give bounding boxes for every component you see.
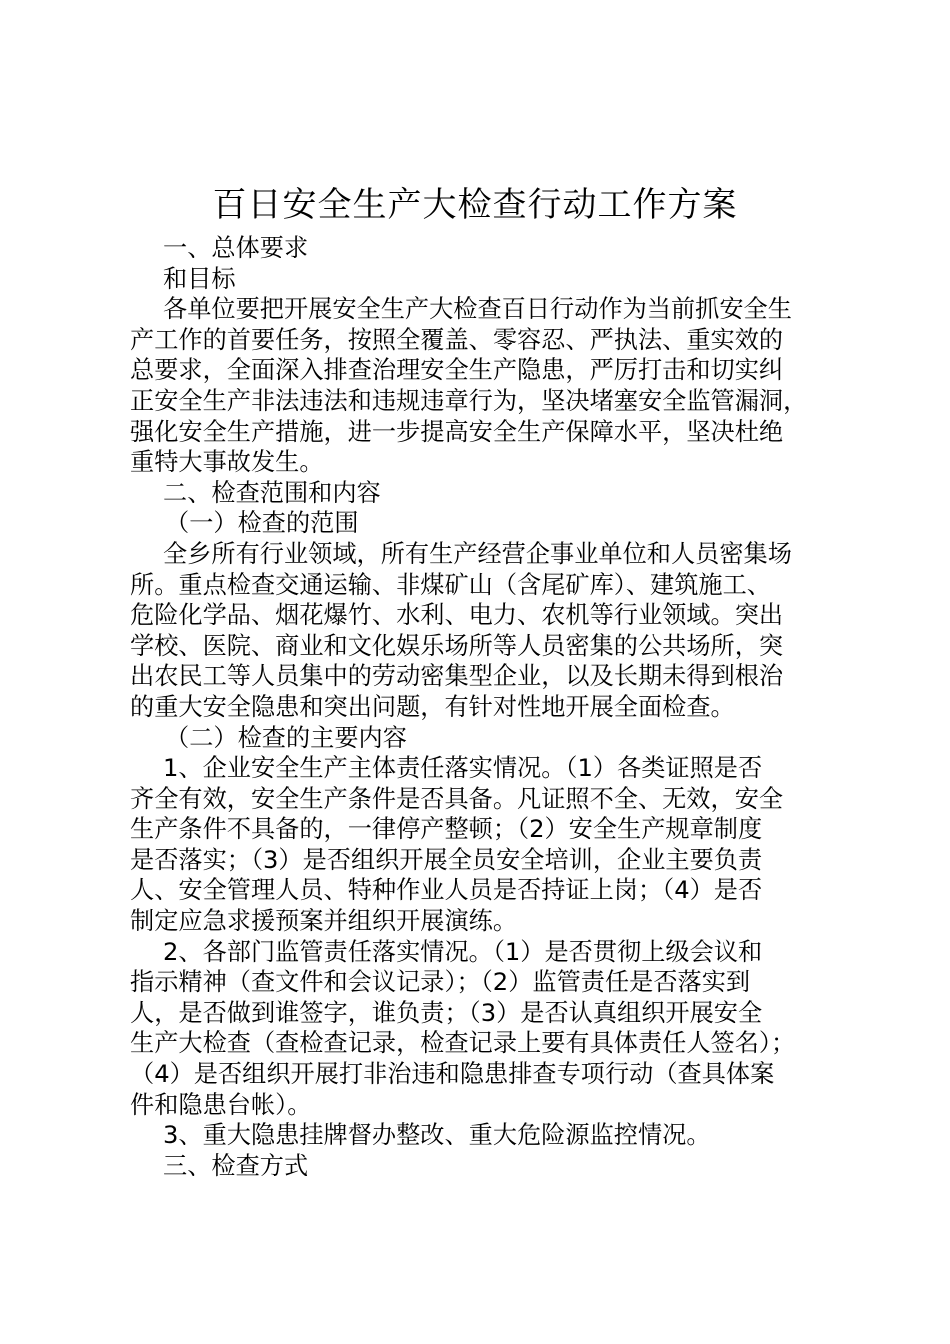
text-line: 重特大事故发生。 <box>130 448 324 477</box>
paragraph-first-line: 各单位要把开展安全生产大检查百日行动作为当前抓安全生 <box>163 295 792 324</box>
text-line: 危险化学品、烟花爆竹、水利、电力、农机等行业领域。突出 <box>130 601 784 630</box>
document-title: 百日安全生产大检查行动工作方案 <box>212 185 738 225</box>
text-line: 产工作的首要任务，按照全覆盖、零容忍、严执法、重实效的 <box>130 325 784 354</box>
subsection-heading: （一）检查的范围 <box>165 509 359 538</box>
text-line: 是否落实；（3）是否组织开展全员安全培训，企业主要负责 <box>130 845 763 874</box>
text-line: 人、安全管理人员、特种作业人员是否持证上岗；（4）是否 <box>130 876 763 905</box>
paragraph-first-line: 2、各部门监管责任落实情况。（1）是否贯彻上级会议和 <box>163 937 763 966</box>
subsection-heading: （二）检查的主要内容 <box>165 723 407 752</box>
text-line: 所。重点检查交通运输、非煤矿山（含尾矿库）、建筑施工、 <box>130 570 771 599</box>
paragraph-first-line: 1、企业安全生产主体责任落实情况。（1）各类证照是否 <box>163 754 763 783</box>
text-line: 件和隐患台帐）。 <box>130 1090 312 1119</box>
section-heading: 三、检查方式 <box>163 1151 309 1180</box>
text-line: 强化安全生产措施，进一步提高安全生产保障水平，坚决杜绝 <box>130 417 784 446</box>
text-line: 的重大安全隐患和突出问题，有针对性地开展全面检查。 <box>130 692 735 721</box>
text-line: 和目标 <box>163 264 236 293</box>
document-body <box>130 233 850 1181</box>
paragraph-first-line: 3、重大隐患挂牌督办整改、重大危险源监控情况。 <box>163 1121 711 1150</box>
text-line: 人，是否做到谁签字，谁负责；（3）是否认真组织开展安全 <box>130 998 763 1027</box>
text-line: 制定应急求援预案并组织开展演练。 <box>130 907 518 936</box>
text-line: 总要求，全面深入排查治理安全生产隐患，严厉打击和切实纠 <box>130 356 784 385</box>
paragraph-first-line: 全乡所有行业领域，所有生产经营企事业单位和人员密集场 <box>163 539 792 568</box>
text-line: 生产大检查（查检查记录，检查记录上要有具体责任人签名）； <box>130 1029 796 1058</box>
text-line: 出农民工等人员集中的劳动密集型企业，以及长期未得到根治 <box>130 662 784 691</box>
text-line: 正安全生产非法违法和违规违章行为，坚决堵塞安全监管漏洞， <box>130 386 808 415</box>
text-line: 指示精神（查文件和会议记录）；（2）监管责任是否落实到 <box>130 968 751 997</box>
text-line: （4）是否组织开展打非治违和隐患排查专项行动（查具体案 <box>130 1060 775 1089</box>
text-line: 生产条件不具备的，一律停产整顿；（2）安全生产规章制度 <box>130 815 763 844</box>
text-line: 学校、医院、商业和文化娱乐场所等人员密集的公共场所，突 <box>130 631 784 660</box>
section-heading: 二、检查范围和内容 <box>163 478 381 507</box>
text-line: 齐全有效，安全生产条件是否具备。凡证照不全、无效，安全 <box>130 784 784 813</box>
section-heading: 一、总体要求 <box>163 234 309 262</box>
